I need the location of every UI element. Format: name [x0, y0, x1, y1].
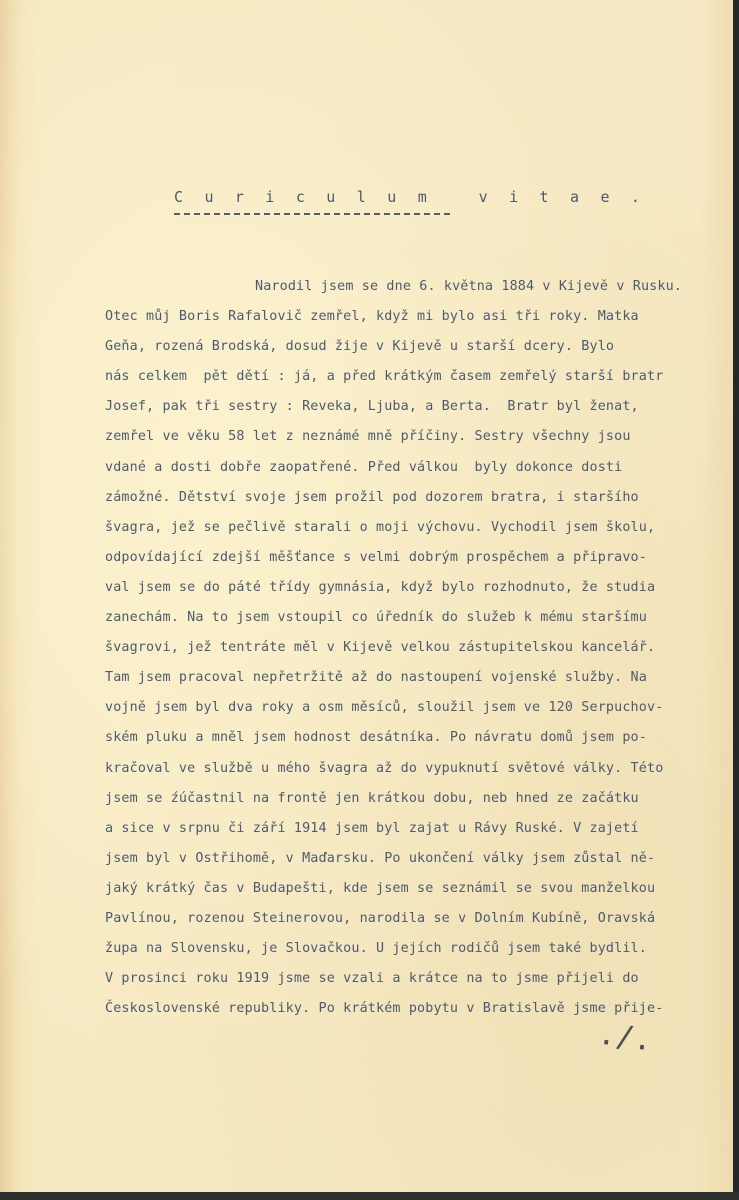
ink-stain [110, 100, 190, 120]
text-line: kračoval ve službě u mého švagra až do vypuknutí světové války. Této [105, 760, 664, 776]
scan-border-bottom [0, 1192, 739, 1200]
title-underline [174, 213, 450, 215]
text-line: zanechám. Na to jsem vstoupil co úředník do služeb k mému staršímu [105, 610, 647, 626]
document-title: C u r i c u l u m v i t a e . [174, 188, 647, 206]
text-line: a sice v srpnu či září 1914 jsem byl zajat u Rávy Ruské. V zajetí [105, 820, 639, 836]
text-line: jsem byl v Ostřihomě, v Maďarsku. Po ukončení války jsem zůstal ně- [105, 850, 656, 866]
text-line: Otec můj Boris Rafalovič zemřel, když mi bylo asi tři roky. Matka [105, 309, 639, 325]
text-line: val jsem se do páté třídy gymnásia, když bylo rozhodnuto, že studia [105, 579, 656, 595]
text-line: švagra, jež se pečlivě starali o moji výchovu. Vychodil jsem školu, [105, 519, 656, 535]
text-line: župa na Slovensku, je Slovačkou. U jejích rodičů jsem také bydlil. [105, 941, 647, 957]
text-line: ském pluku a mněl jsem hodnost desátníka. Po návratu domů jsem po- [105, 730, 647, 746]
document-body [105, 272, 705, 1024]
text-line: Pavlínou, rozenou Steinerovou, narodila se v Dolním Kubíně, Oravská [105, 910, 656, 926]
text-line: nás celkem pět dětí : já, a před krátkým časem zemřelý starší bratr [105, 369, 664, 385]
text-line: vojně jsem byl dva roky a osm měsíců, sloužil jsem ve 120 Serpuchov- [105, 700, 664, 716]
text-line: V prosinci roku 1919 jsme se vzali a krátce na to jsme přijeli do [105, 971, 639, 987]
text-line: Tam jsem pracoval nepřetržitě až do nastoupení vojenské služby. Na [105, 670, 647, 686]
continuation-mark: ./. [595, 1016, 655, 1059]
text-line: zámožné. Dětství svoje jsem prožil pod dozorem bratra, i staršího [105, 489, 639, 505]
text-line: vdané a dosti dobře zaopatřené. Před válkou byly dokonce dosti [105, 459, 623, 475]
text-line: odpovídající zdejší měšťance s velmi dobrým prospěchem a připravo- [105, 549, 647, 565]
text-line: jsem se źúčastnil na frontě jen krátkou dobu, neb hned ze začátku [105, 790, 639, 806]
scan-border-right [733, 0, 739, 1200]
text-line: Narodil jsem se dne 6. května 1884 v Kijevě v Rusku. [255, 279, 683, 294]
text-line: jaký krátký čas v Budapešti, kde jsem se seznámil se svou manželkou [105, 880, 656, 896]
text-line: Československé republiky. Po krátkém pobytu v Bratislavě jsme přije- [105, 1001, 664, 1017]
text-line: zemřel ve věku 58 let z neznámé mně příčiny. Sestry všechny jsou [105, 429, 631, 445]
text-line: Josef, pak tři sestry : Reveka, Ljuba, a Berta. Bratr byl ženat, [105, 399, 639, 415]
text-line: Geňa, rozená Brodská, dosud žije v Kijevě u starší dcery. Bylo [105, 339, 615, 355]
text-line: švagrovi, jež tentráte měl v Kijevě velkou zástupitelskou kancelář. [105, 640, 656, 656]
